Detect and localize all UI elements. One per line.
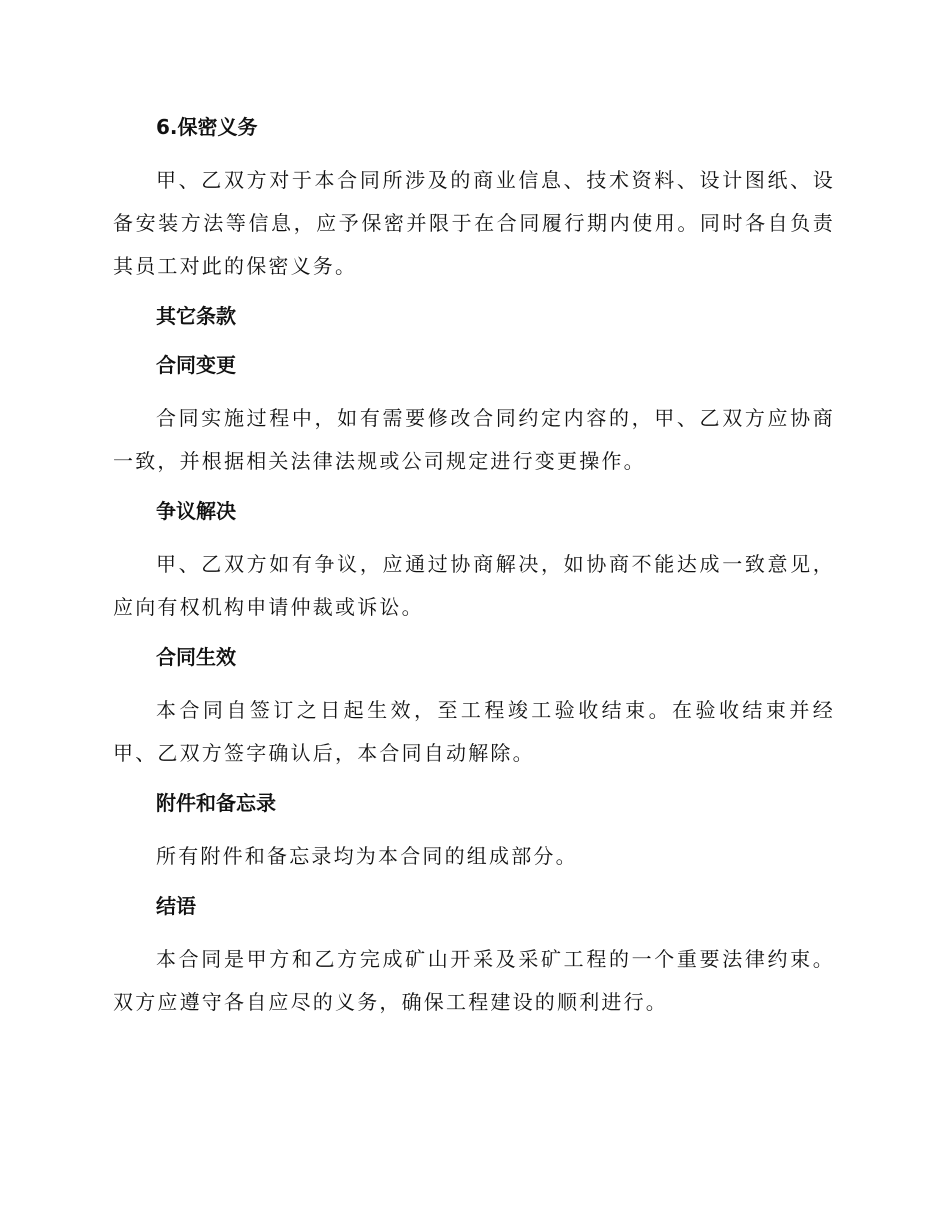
section-heading-dispute-resolution: 争议解决 [156, 499, 236, 523]
document-body [113, 110, 835, 1035]
section-heading-conclusion: 结语 [156, 894, 196, 918]
section-heading-other-terms: 其它条款 [156, 304, 236, 328]
confidentiality-paragraph: 甲、乙双方对于本合同所涉及的商业信息、技术资料、设计图纸、设备安装方法等信息，应予保密并限于在合同履行期内使用。同时各自负责其员工对此的保密义务。 [113, 168, 835, 278]
dispute-resolution-paragraph: 甲、乙双方如有争议，应通过协商解决，如协商不能达成一致意见，应向有权机构申请仲裁或诉讼。 [113, 552, 835, 619]
contract-change-paragraph: 合同实施过程中，如有需要修改合同约定内容的，甲、乙双方应协商一致，并根据相关法律法规或公司规定进行变更操作。 [113, 406, 835, 473]
section-heading-contract-change: 合同变更 [156, 353, 236, 377]
section-heading-confidentiality: 6.保密义务 [156, 115, 258, 139]
conclusion-paragraph: 本合同是甲方和乙方完成矿山开采及采矿工程的一个重要法律约束。双方应遵守各自应尽的义务，确保工程建设的顺利进行。 [113, 947, 835, 1014]
attachments-paragraph: 所有附件和备忘录均为本合同的组成部分。 [156, 844, 578, 868]
section-heading-contract-effective: 合同生效 [156, 645, 236, 669]
contract-effective-paragraph: 本合同自签订之日起生效，至工程竣工验收结束。在验收结束并经甲、乙双方签字确认后，本合同自动解除。 [113, 698, 835, 765]
section-heading-attachments: 附件和备忘录 [156, 791, 276, 815]
